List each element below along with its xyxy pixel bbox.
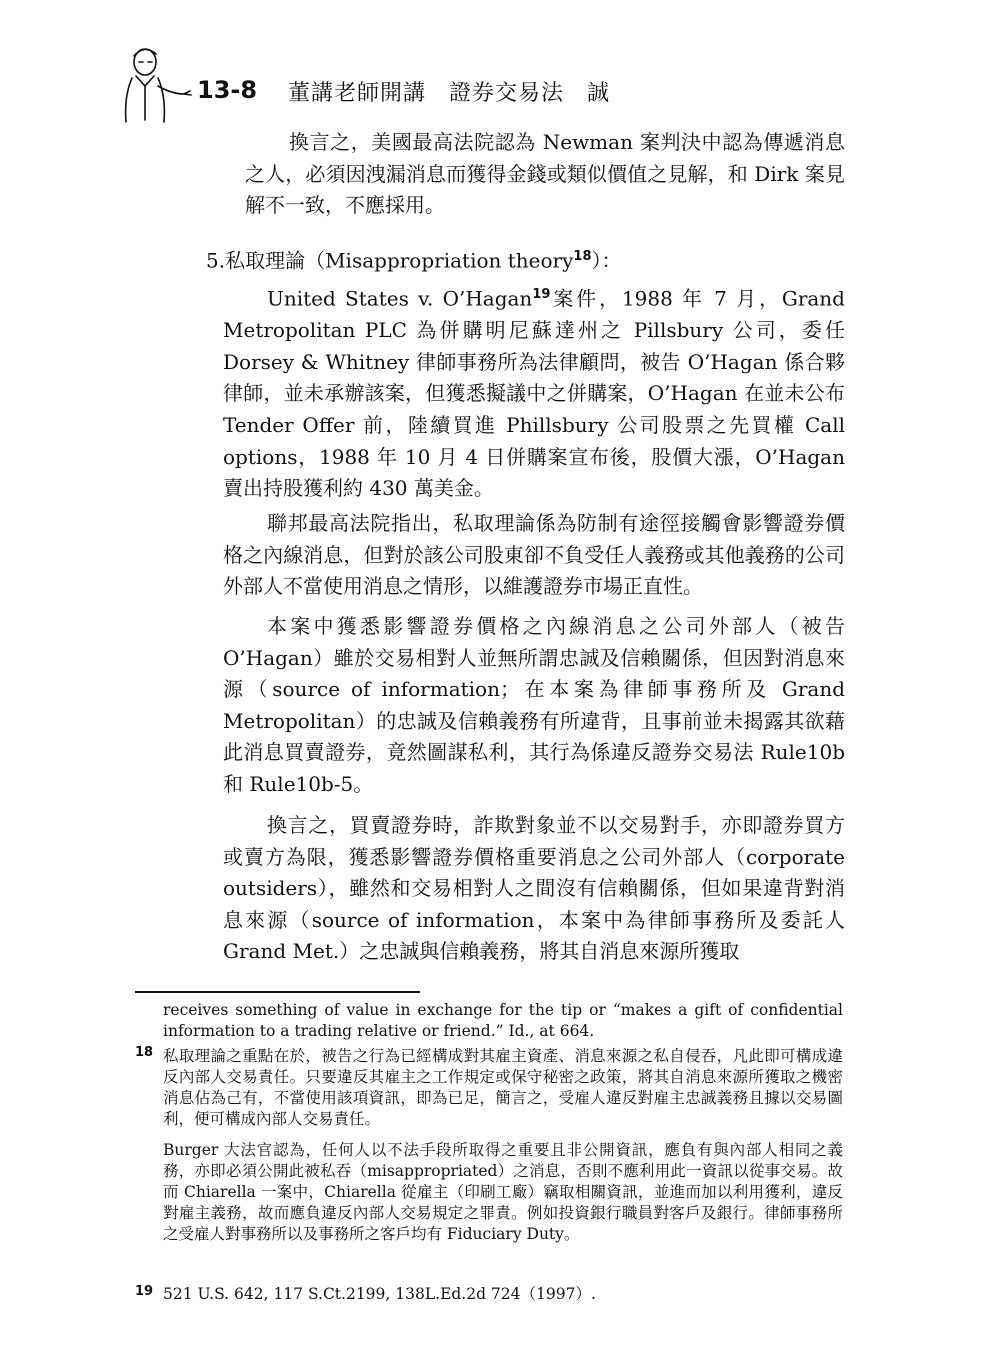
paragraph-supreme-court-holding: 聯邦最高法院指出，私取理論係為防制有途徑接觸會影響證券價格之內線消息，但對於該公司股東卻不負受任人義務或其他義務的公司外部人不當使用消息之情形，以維護證券市場正直性。 — [223, 511, 845, 599]
running-header-title: 董講老師開講 證券交易法 誠 — [288, 81, 611, 106]
paragraph-ohagan-facts — [223, 279, 845, 505]
chapter-number: 13-8 — [197, 76, 258, 104]
section-heading-text: 5.私取理論（Misappropriation theory — [206, 248, 574, 273]
paragraph-newman-conclusion: 換言之，美國最高法院認為 Newman 案判決中認為傳遞消息之人，必須因洩漏消息而獲得金錢或類似價值之見解，和 Dirk 案見解不一致，不應採用。 — [245, 130, 845, 218]
footnote-19-text: 521 U.S. 642, 117 S.Ct.2199, 138L.Ed.2d 724（1997）. — [163, 1285, 596, 1303]
footnote-18-text-b: Burger 大法官認為，任何人以不法手段所取得之重要且非公開資訊，應負有與內部人相同之義務，亦即必須公開此被私吞（misappropriated）之消息，否則不應利用此一資訊以從事交易。故而 Chiarella 一案中，Chiarella 從雇主（印刷工廠）竊取相關資訊，並進而加以利用獲利，違反對雇主義務，故而應負違反內部人交易規定之罪責。例如投資銀行職員對客戶及銀行。律師事務所之受雇人對事務所以及事務所之客戶均有 Fiduciary Duty。 — [163, 1141, 843, 1243]
section-heading-close: ）： — [591, 248, 622, 273]
footnote-18-text-a: 私取理論之重點在於，被告之行為已經構成對其雇主資產、消息來源之私自侵吞，凡此即可構成違反內部人交易責任。只要違反其雇主之工作規定或保守秘密之政策，將其自消息來源所獲取之機密消息佔為己有，不當使用該項資訊，即為已足，簡言之，受雇人違反對雇主忠誠義務且據以交易圖利，便可構成內部人交易責任。 — [163, 1047, 843, 1128]
footnote-ref-18: 18 — [573, 249, 592, 264]
footnote-ref-19: 19 — [532, 287, 551, 302]
footnote-18-marker: 18 — [135, 1045, 154, 1060]
teacher-illustration-icon — [112, 38, 198, 124]
section-heading-misappropriation — [206, 241, 622, 277]
footnote-divider — [135, 991, 420, 993]
footnote-19-marker: 19 — [135, 1284, 154, 1299]
paragraph-outsider-liability: 本案中獲悉影響證券價格之內線消息之公司外部人（被告 O’Hagan）雖於交易相對人並無所謂忠誠及信賴關係，但因對消息來源（source of information；在本案為律師事務所及 Grand Metropolitan）的忠誠及信賴義務有所違背，且事前並未揭露其欲藉此消息買賣證券，竟然圖謀私利，其行為係違反證券交易法 Rule10b 和 Rule10b-5。 — [223, 614, 845, 796]
footnote-continued: receives something of value in exchange for the tip or “makes a gift of confidential information to a trading relative or friend.” Id., at 664. — [163, 1001, 843, 1040]
paragraph-fraud-target: 換言之，買賣證券時，詐欺對象並不以交易對手，亦即證券買方或賣方為限，獲悉影響證券價格重要消息之公司外部人（corporate outsiders），雖然和交易相對人之間沒有信賴關係，但如果違背對消息來源（source of information，本案中為律師事務所及委託人 Grand Met.）之忠誠與信賴義務，將其自消息來源所獲取 — [223, 813, 845, 964]
case-facts-text: 案件，1988 年 7 月，Grand Metropolitan PLC 為併購明尼蘇達州之 Pillsbury 公司，委任 Dorsey & Whitney 律師事務所為法律顧問，被告 O’Hagan 係合夥律師，並未承辦該案，但獲悉擬議中之併購案，O’Hagan 在並未公布 Tender Offer 前，陸續買進 Phillsbury 公司股票之先買權 Call options，1988 年 10 月 4 日併購案宣布後，股價大漲，O’Hagan 賣出持股獲利約 430 萬美金。 — [223, 286, 845, 501]
case-name: United States v. O’Hagan — [267, 286, 533, 311]
